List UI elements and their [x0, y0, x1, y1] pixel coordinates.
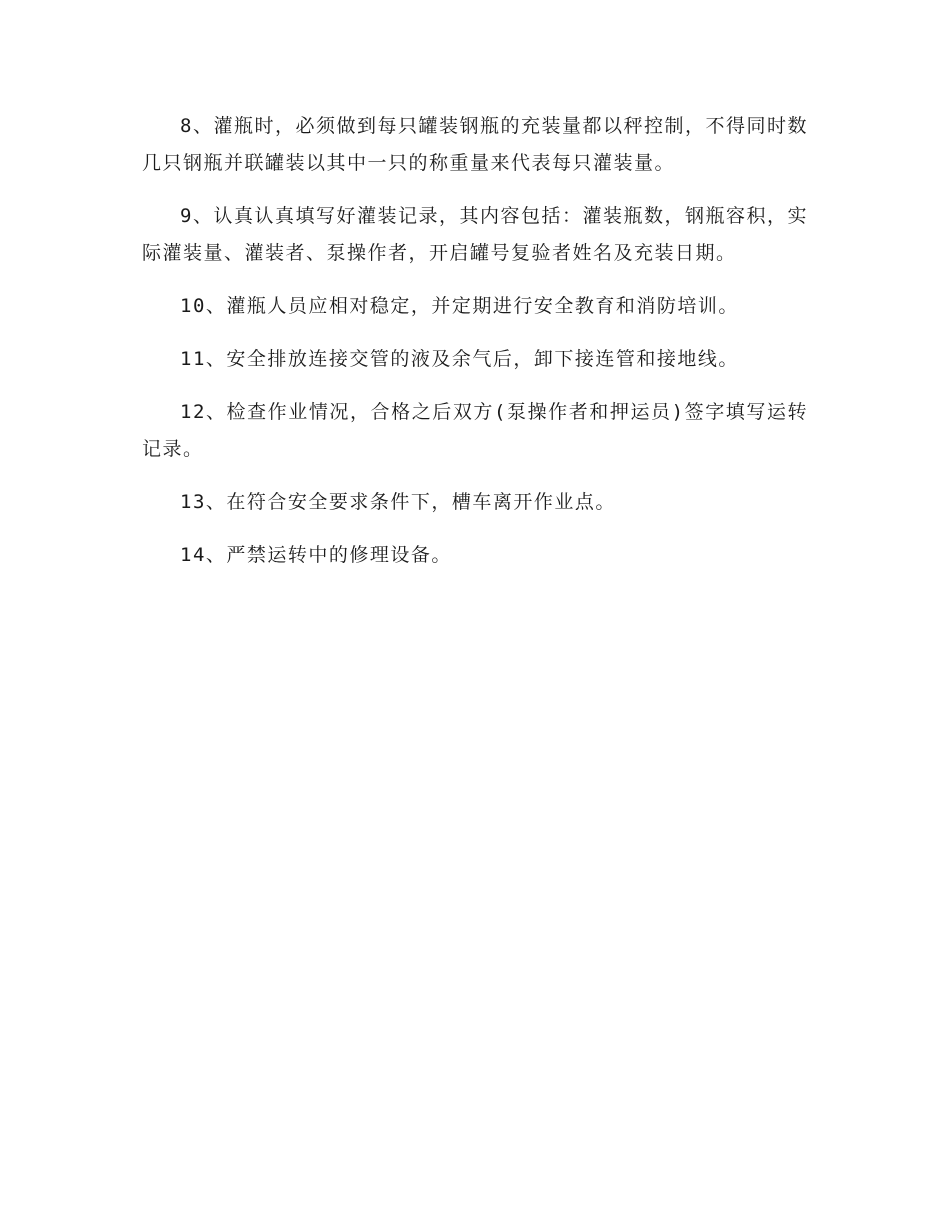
paragraph-item-12: 12、检查作业情况，合格之后双方(泵操作者和押运员)签字填写运转记录。 [142, 401, 808, 460]
paragraph-item-11: 11、安全排放连接交管的液及余气后，卸下接连管和接地线。 [180, 348, 739, 370]
paragraph-item-8: 8、灌瓶时，必须做到每只罐装钢瓶的充装量都以秤控制，不得同时数几只钢瓶并联罐装以其中一只的称重量来代表每只灌装量。 [142, 115, 808, 174]
paragraph-item-13: 13、在符合安全要求条件下，槽车离开作业点。 [180, 491, 616, 513]
paragraph-item-9: 9、认真认真填写好灌装记录，其内容包括：灌装瓶数，钢瓶容积，实际灌装量、灌装者、泵操作者，开启罐号复验者姓名及充装日期。 [142, 205, 808, 264]
paragraph-item-14: 14、严禁运转中的修理设备。 [180, 544, 452, 566]
paragraph-item-10: 10、灌瓶人员应相对稳定，并定期进行安全教育和消防培训。 [180, 295, 739, 317]
document-body [142, 108, 808, 590]
